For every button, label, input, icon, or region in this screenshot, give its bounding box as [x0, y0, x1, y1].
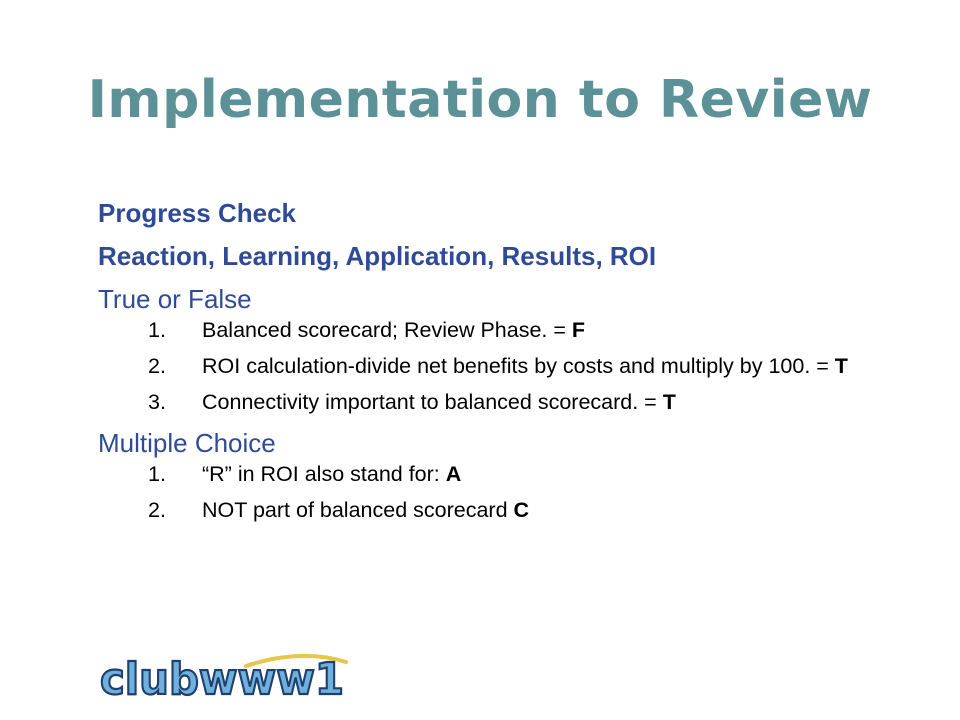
heading-progress-check: Progress Check [98, 198, 296, 228]
item-number: 1. [148, 318, 166, 342]
item-number: 3. [148, 390, 166, 414]
slide-title: Implementation to Review [87, 70, 873, 130]
item-answer: T [834, 354, 848, 378]
item-answer: T [662, 390, 676, 414]
item-answer: F [571, 318, 586, 342]
list-item [98, 390, 868, 414]
heading-levels: Reaction, Learning, Application, Results, ROI [98, 241, 657, 271]
logo-text: clubwww1 [100, 654, 344, 704]
item-text: Balanced scorecard; Review Phase. = [202, 318, 572, 342]
item-text: “R” in ROI also stand for: [202, 462, 446, 486]
item-number: 2. [148, 498, 166, 522]
item-text: NOT part of balanced scorecard [202, 498, 514, 522]
clubwww1-logo [96, 646, 352, 704]
item-answer: A [445, 462, 462, 486]
list-item [98, 462, 868, 486]
item-answer: C [513, 498, 530, 522]
list-item [98, 498, 868, 522]
slide-content [98, 196, 898, 534]
list-item [98, 354, 868, 378]
item-number: 2. [148, 354, 166, 378]
list-item [98, 318, 868, 342]
true-false-list [98, 318, 898, 414]
heading-multiple-choice: Multiple Choice [98, 428, 276, 458]
item-text: Connectivity important to balanced scorecard. = [202, 390, 663, 414]
item-text: ROI calculation-divide net benefits by costs and multiply by 100. = [202, 354, 835, 378]
item-number: 1. [148, 462, 166, 486]
heading-true-false: True or False [98, 284, 252, 314]
multiple-choice-list [98, 462, 898, 522]
